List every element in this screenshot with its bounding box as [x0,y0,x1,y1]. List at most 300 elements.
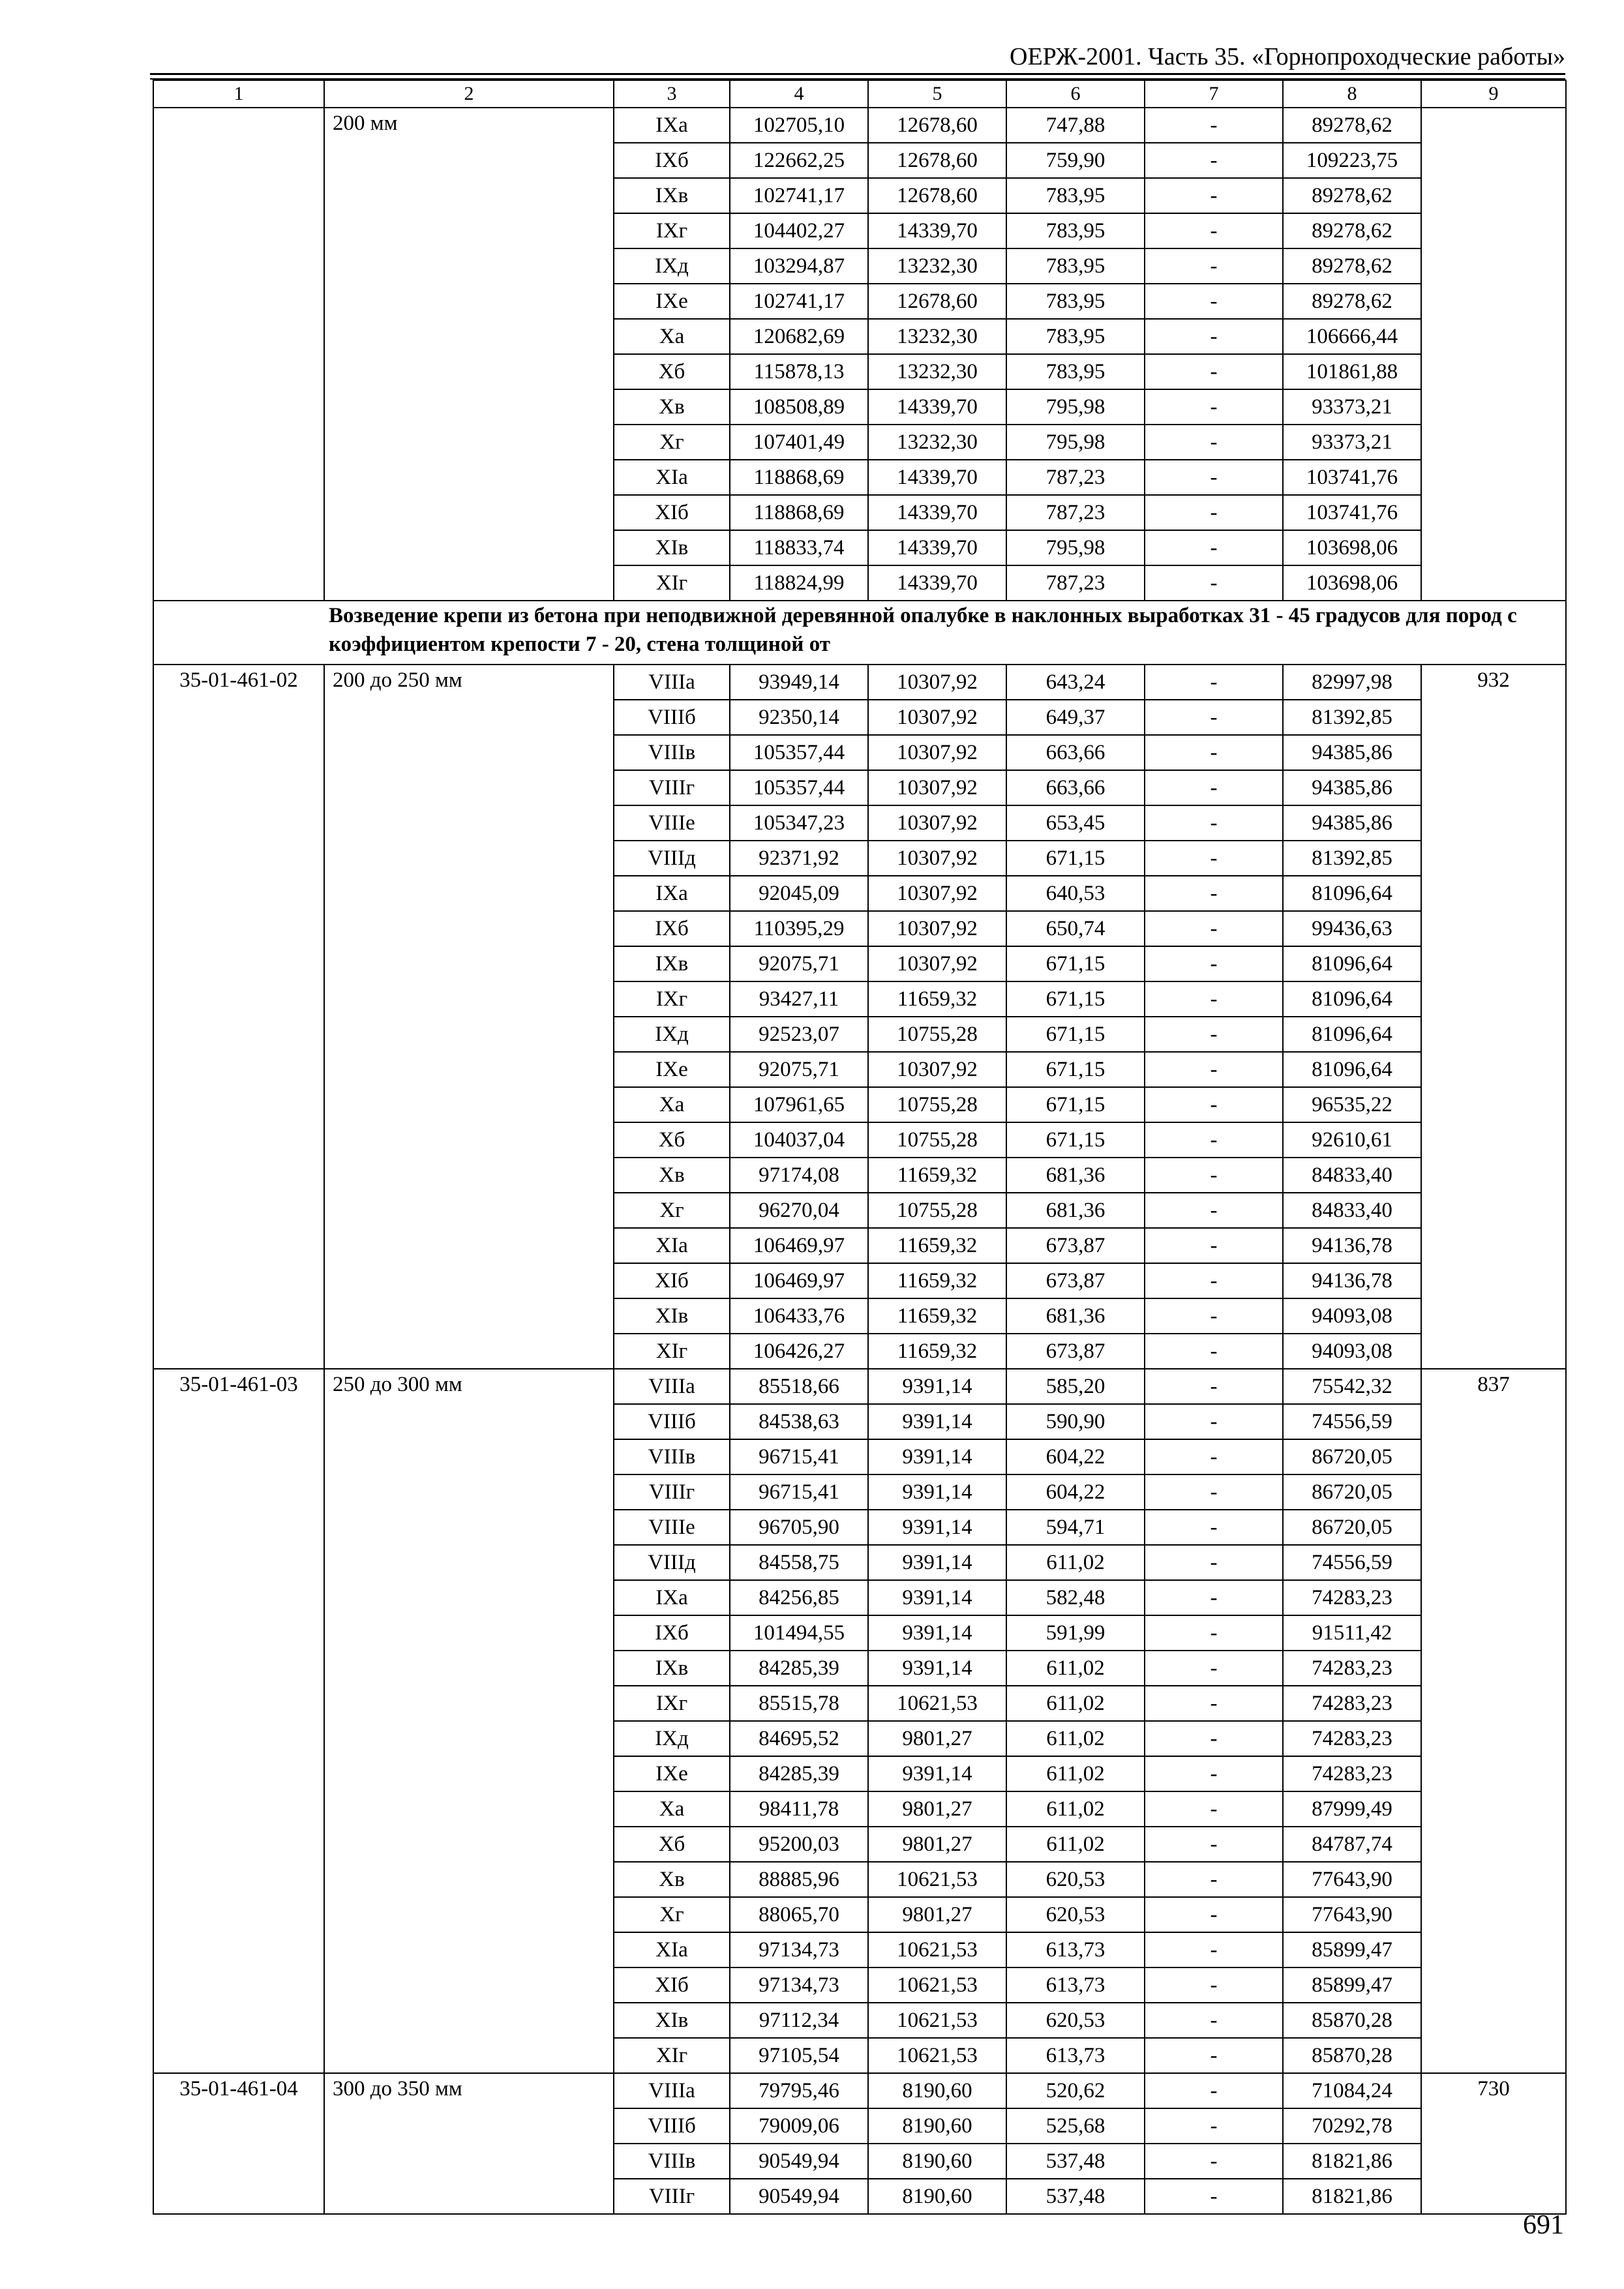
wages-cell: 12678,60 [868,143,1006,178]
table-row [153,2073,1566,2108]
wages-cell: 8190,60 [868,2144,1006,2179]
wages-cell: 9391,14 [868,1615,1006,1651]
wages-cell: 9391,14 [868,1756,1006,1791]
materials-cost-cell: 81096,64 [1283,981,1421,1017]
wages-cell: 14339,70 [868,389,1006,425]
labor-norm-cell: 730 [1421,2073,1566,2214]
machine-cost-cell: 663,66 [1006,735,1145,770]
materials-cost-cell: 103741,76 [1283,495,1421,530]
direct-cost-cell: 107961,65 [730,1087,868,1122]
wages-cell: 10621,53 [868,1686,1006,1721]
direct-cost-cell: 84538,63 [730,1404,868,1439]
machinist-wages-cell: - [1145,1756,1283,1791]
machine-cost-cell: 783,95 [1006,354,1145,389]
rock-category-cell: IXг [614,1686,730,1721]
machinist-wages-cell: - [1145,1721,1283,1756]
wages-cell: 10307,92 [868,876,1006,911]
wages-cell: 11659,32 [868,1298,1006,1334]
machine-cost-cell: 611,02 [1006,1721,1145,1756]
materials-cost-cell: 89278,62 [1283,213,1421,248]
machine-cost-cell: 681,36 [1006,1158,1145,1193]
wages-cell: 11659,32 [868,1228,1006,1263]
direct-cost-cell: 115878,13 [730,354,868,389]
rock-category-cell: VIIIе [614,1510,730,1545]
materials-cost-cell: 81821,86 [1283,2179,1421,2214]
wall-thickness-cell: 300 до 350 мм [324,2073,614,2214]
wages-cell: 8190,60 [868,2108,1006,2144]
materials-cost-cell: 91511,42 [1283,1615,1421,1651]
machinist-wages-cell: - [1145,1510,1283,1545]
machine-cost-cell: 787,23 [1006,495,1145,530]
direct-cost-cell: 102741,17 [730,178,868,213]
machine-cost-cell: 649,37 [1006,700,1145,735]
direct-cost-cell: 85518,66 [730,1369,868,1404]
price-table [153,80,1567,2215]
direct-cost-cell: 97105,54 [730,2038,868,2073]
machine-cost-cell: 783,95 [1006,284,1145,319]
table-row [153,665,1566,700]
machinist-wages-cell: - [1145,425,1283,460]
direct-cost-cell: 107401,49 [730,425,868,460]
machinist-wages-cell: - [1145,2003,1283,2038]
materials-cost-cell: 70292,78 [1283,2108,1421,2144]
wages-cell: 10621,53 [868,1967,1006,2003]
direct-cost-cell: 102705,10 [730,108,868,143]
table-body [153,80,1566,2214]
machinist-wages-cell: - [1145,665,1283,700]
direct-cost-cell: 92350,14 [730,700,868,735]
machinist-wages-cell: - [1145,1827,1283,1862]
wages-cell: 12678,60 [868,178,1006,213]
rock-category-cell: IXв [614,178,730,213]
wall-thickness-cell: 200 мм [324,108,614,601]
wages-cell: 9391,14 [868,1580,1006,1615]
machinist-wages-cell: - [1145,1228,1283,1263]
rock-category-cell: IXг [614,981,730,1017]
rock-category-cell: Xв [614,1158,730,1193]
rock-category-cell: VIIIa [614,2073,730,2108]
column-number: 1 [153,80,324,108]
machine-cost-cell: 759,90 [1006,143,1145,178]
wages-cell: 10307,92 [868,700,1006,735]
materials-cost-cell: 89278,62 [1283,284,1421,319]
machinist-wages-cell: - [1145,1580,1283,1615]
materials-cost-cell: 94385,86 [1283,805,1421,841]
wages-cell: 11659,32 [868,981,1006,1017]
machine-cost-cell: 640,53 [1006,876,1145,911]
rock-category-cell: IXд [614,1721,730,1756]
rock-category-cell: XIг [614,2038,730,2073]
direct-cost-cell: 108508,89 [730,389,868,425]
rock-category-cell: IXг [614,213,730,248]
machinist-wages-cell: - [1145,143,1283,178]
machinist-wages-cell: - [1145,284,1283,319]
machine-cost-cell: 613,73 [1006,1967,1145,2003]
direct-cost-cell: 101494,55 [730,1615,868,1651]
materials-cost-cell: 101861,88 [1283,354,1421,389]
rock-category-cell: XIб [614,1263,730,1298]
materials-cost-cell: 86720,05 [1283,1439,1421,1474]
wages-cell: 11659,32 [868,1263,1006,1298]
direct-cost-cell: 84558,75 [730,1545,868,1580]
table-row [153,108,1566,143]
wages-cell: 10621,53 [868,2003,1006,2038]
wages-cell: 11659,32 [868,1334,1006,1369]
machine-cost-cell: 611,02 [1006,1756,1145,1791]
rock-category-cell: VIIIб [614,1404,730,1439]
materials-cost-cell: 106666,44 [1283,319,1421,354]
direct-cost-cell: 97112,34 [730,2003,868,2038]
rock-category-cell: IXе [614,284,730,319]
machine-cost-cell: 611,02 [1006,1791,1145,1827]
machine-cost-cell: 795,98 [1006,389,1145,425]
machinist-wages-cell: - [1145,1404,1283,1439]
wages-cell: 13232,30 [868,354,1006,389]
rock-category-cell: Xв [614,389,730,425]
rock-category-cell: Xa [614,319,730,354]
direct-cost-cell: 79009,06 [730,2108,868,2144]
wages-cell: 9391,14 [868,1439,1006,1474]
materials-cost-cell: 74283,23 [1283,1756,1421,1791]
wages-cell: 9391,14 [868,1369,1006,1404]
materials-cost-cell: 81096,64 [1283,876,1421,911]
rock-category-cell: VIIIе [614,805,730,841]
machinist-wages-cell: - [1145,1193,1283,1228]
direct-cost-cell: 118833,74 [730,530,868,565]
rock-category-cell: VIIIб [614,700,730,735]
column-number: 9 [1421,80,1566,108]
machinist-wages-cell: - [1145,1052,1283,1087]
direct-cost-cell: 93949,14 [730,665,868,700]
wages-cell: 9391,14 [868,1474,1006,1510]
machinist-wages-cell: - [1145,1862,1283,1897]
materials-cost-cell: 103698,06 [1283,565,1421,601]
machinist-wages-cell: - [1145,1686,1283,1721]
wages-cell: 14339,70 [868,460,1006,495]
machine-cost-cell: 783,95 [1006,178,1145,213]
materials-cost-cell: 71084,24 [1283,2073,1421,2108]
materials-cost-cell: 85899,47 [1283,1932,1421,1967]
materials-cost-cell: 94136,78 [1283,1263,1421,1298]
rock-category-cell: XIб [614,495,730,530]
rock-category-cell: VIIIд [614,841,730,876]
rock-category-cell: VIIIг [614,2179,730,2214]
machinist-wages-cell: - [1145,1791,1283,1827]
rock-category-cell: Xб [614,1827,730,1862]
materials-cost-cell: 99436,63 [1283,911,1421,946]
materials-cost-cell: 94385,86 [1283,770,1421,805]
rock-category-cell: IXб [614,1615,730,1651]
rock-category-cell: VIIIв [614,1439,730,1474]
machine-cost-cell: 525,68 [1006,2108,1145,2144]
direct-cost-cell: 96715,41 [730,1474,868,1510]
wages-cell: 10307,92 [868,911,1006,946]
materials-cost-cell: 84787,74 [1283,1827,1421,1862]
machinist-wages-cell: - [1145,841,1283,876]
rock-category-cell: IXв [614,946,730,981]
materials-cost-cell: 103698,06 [1283,530,1421,565]
machinist-wages-cell: - [1145,1369,1283,1404]
materials-cost-cell: 82997,98 [1283,665,1421,700]
machinist-wages-cell: - [1145,460,1283,495]
direct-cost-cell: 104037,04 [730,1122,868,1158]
direct-cost-cell: 92523,07 [730,1017,868,1052]
machinist-wages-cell: - [1145,1087,1283,1122]
direct-cost-cell: 97174,08 [730,1158,868,1193]
norm-code-cell: 35-01-461-02 [153,665,324,1369]
machinist-wages-cell: - [1145,876,1283,911]
machinist-wages-cell: - [1145,735,1283,770]
rock-category-cell: VIIIa [614,665,730,700]
wages-cell: 11659,32 [868,1158,1006,1193]
direct-cost-cell: 92075,71 [730,1052,868,1087]
rock-category-cell: VIIIд [614,1545,730,1580]
machinist-wages-cell: - [1145,1158,1283,1193]
machinist-wages-cell: - [1145,805,1283,841]
machine-cost-cell: 520,62 [1006,2073,1145,2108]
rock-category-cell: IXе [614,1052,730,1087]
materials-cost-cell: 75542,32 [1283,1369,1421,1404]
wages-cell: 10307,92 [868,665,1006,700]
direct-cost-cell: 92371,92 [730,841,868,876]
machine-cost-cell: 611,02 [1006,1545,1145,1580]
direct-cost-cell: 84285,39 [730,1756,868,1791]
materials-cost-cell: 81392,85 [1283,700,1421,735]
rock-category-cell: VIIIг [614,1474,730,1510]
rock-category-cell: IXa [614,1580,730,1615]
materials-cost-cell: 74283,23 [1283,1651,1421,1686]
machine-cost-cell: 783,95 [1006,248,1145,284]
machinist-wages-cell: - [1145,495,1283,530]
rock-category-cell: IXб [614,911,730,946]
machinist-wages-cell: - [1145,1017,1283,1052]
column-number: 4 [730,80,868,108]
direct-cost-cell: 96270,04 [730,1193,868,1228]
machinist-wages-cell: - [1145,1897,1283,1932]
norm-code-cell: 35-01-461-03 [153,1369,324,2073]
machinist-wages-cell: - [1145,213,1283,248]
wages-cell: 10307,92 [868,805,1006,841]
direct-cost-cell: 88885,96 [730,1862,868,1897]
wages-cell: 9391,14 [868,1651,1006,1686]
materials-cost-cell: 94136,78 [1283,1228,1421,1263]
materials-cost-cell: 74283,23 [1283,1721,1421,1756]
machine-cost-cell: 620,53 [1006,2003,1145,2038]
labor-norm-cell: 837 [1421,1369,1566,2073]
machinist-wages-cell: - [1145,911,1283,946]
rock-category-cell: XIв [614,2003,730,2038]
wall-thickness-cell: 200 до 250 мм [324,665,614,1369]
machine-cost-cell: 681,36 [1006,1193,1145,1228]
direct-cost-cell: 118868,69 [730,460,868,495]
materials-cost-cell: 84833,40 [1283,1193,1421,1228]
machinist-wages-cell: - [1145,319,1283,354]
machine-cost-cell: 537,48 [1006,2144,1145,2179]
wages-cell: 10755,28 [868,1017,1006,1052]
machinist-wages-cell: - [1145,2038,1283,2073]
wages-cell: 14339,70 [868,565,1006,601]
direct-cost-cell: 97134,73 [730,1967,868,2003]
wages-cell: 8190,60 [868,2179,1006,2214]
machinist-wages-cell: - [1145,354,1283,389]
column-number-row [153,80,1566,108]
section-title: Возведение крепи из бетона при неподвижной деревянной опалубке в наклонных выработках 31 - 45 градусов для пород с коэффициентом крепости 7 - 20, стена толщиной от [153,601,1566,665]
machinist-wages-cell: - [1145,946,1283,981]
materials-cost-cell: 89278,62 [1283,248,1421,284]
materials-cost-cell: 81096,64 [1283,946,1421,981]
materials-cost-cell: 77643,90 [1283,1897,1421,1932]
materials-cost-cell: 81392,85 [1283,841,1421,876]
machine-cost-cell: 591,99 [1006,1615,1145,1651]
materials-cost-cell: 86720,05 [1283,1474,1421,1510]
materials-cost-cell: 74283,23 [1283,1686,1421,1721]
machine-cost-cell: 537,48 [1006,2179,1145,2214]
rock-category-cell: IXд [614,248,730,284]
wages-cell: 10755,28 [868,1087,1006,1122]
wages-cell: 14339,70 [868,495,1006,530]
section-title-row [153,601,1566,665]
machine-cost-cell: 585,20 [1006,1369,1145,1404]
machine-cost-cell: 783,95 [1006,319,1145,354]
wages-cell: 9801,27 [868,1721,1006,1756]
rock-category-cell: XIг [614,1334,730,1369]
machinist-wages-cell: - [1145,248,1283,284]
machinist-wages-cell: - [1145,178,1283,213]
rock-category-cell: VIIIб [614,2108,730,2144]
materials-cost-cell: 92610,61 [1283,1122,1421,1158]
machine-cost-cell: 671,15 [1006,981,1145,1017]
machine-cost-cell: 671,15 [1006,1122,1145,1158]
norm-code-cell [153,108,324,601]
wages-cell: 12678,60 [868,284,1006,319]
materials-cost-cell: 93373,21 [1283,389,1421,425]
wages-cell: 9391,14 [868,1545,1006,1580]
rock-category-cell: XIг [614,565,730,601]
materials-cost-cell: 85870,28 [1283,2038,1421,2073]
materials-cost-cell: 81821,86 [1283,2144,1421,2179]
rock-category-cell: VIIIв [614,2144,730,2179]
machine-cost-cell: 673,87 [1006,1334,1145,1369]
wages-cell: 10307,92 [868,1052,1006,1087]
rock-category-cell: XIв [614,1298,730,1334]
labor-norm-cell [1421,108,1566,601]
direct-cost-cell: 118868,69 [730,495,868,530]
direct-cost-cell: 96715,41 [730,1439,868,1474]
rock-category-cell: XIб [614,1967,730,2003]
machine-cost-cell: 611,02 [1006,1651,1145,1686]
machine-cost-cell: 673,87 [1006,1228,1145,1263]
machine-cost-cell: 787,23 [1006,460,1145,495]
wages-cell: 14339,70 [868,213,1006,248]
page-header [150,40,1565,73]
machinist-wages-cell: - [1145,700,1283,735]
wages-cell: 9391,14 [868,1404,1006,1439]
direct-cost-cell: 106469,97 [730,1228,868,1263]
machinist-wages-cell: - [1145,108,1283,143]
wages-cell: 10755,28 [868,1193,1006,1228]
direct-cost-cell: 106433,76 [730,1298,868,1334]
machine-cost-cell: 604,22 [1006,1474,1145,1510]
materials-cost-cell: 103741,76 [1283,460,1421,495]
machinist-wages-cell: - [1145,770,1283,805]
machine-cost-cell: 613,73 [1006,1932,1145,1967]
direct-cost-cell: 98411,78 [730,1791,868,1827]
materials-cost-cell: 85870,28 [1283,2003,1421,2038]
materials-cost-cell: 77643,90 [1283,1862,1421,1897]
machinist-wages-cell: - [1145,1967,1283,2003]
direct-cost-cell: 92075,71 [730,946,868,981]
wages-cell: 10755,28 [868,1122,1006,1158]
direct-cost-cell: 84285,39 [730,1651,868,1686]
rock-category-cell: Xг [614,1897,730,1932]
machine-cost-cell: 643,24 [1006,665,1145,700]
direct-cost-cell: 92045,09 [730,876,868,911]
rock-category-cell: Xб [614,354,730,389]
machinist-wages-cell: - [1145,2108,1283,2144]
rock-category-cell: VIIIa [614,1369,730,1404]
machinist-wages-cell: - [1145,530,1283,565]
direct-cost-cell: 95200,03 [730,1827,868,1862]
materials-cost-cell: 81096,64 [1283,1017,1421,1052]
direct-cost-cell: 105357,44 [730,735,868,770]
direct-cost-cell: 120682,69 [730,319,868,354]
page-number: 691 [1523,2210,1564,2240]
machine-cost-cell: 787,23 [1006,565,1145,601]
machinist-wages-cell: - [1145,1439,1283,1474]
machinist-wages-cell: - [1145,981,1283,1017]
wages-cell: 13232,30 [868,319,1006,354]
machine-cost-cell: 604,22 [1006,1439,1145,1474]
machinist-wages-cell: - [1145,1545,1283,1580]
machine-cost-cell: 611,02 [1006,1686,1145,1721]
machine-cost-cell: 594,71 [1006,1510,1145,1545]
wages-cell: 10621,53 [868,1932,1006,1967]
rock-category-cell: Xг [614,425,730,460]
norm-code-cell: 35-01-461-04 [153,2073,324,2214]
machinist-wages-cell: - [1145,2179,1283,2214]
machinist-wages-cell: - [1145,1334,1283,1369]
column-number: 3 [614,80,730,108]
direct-cost-cell: 84256,85 [730,1580,868,1615]
wages-cell: 10307,92 [868,770,1006,805]
rock-category-cell: Xa [614,1087,730,1122]
rock-category-cell: Xa [614,1791,730,1827]
machine-cost-cell: 613,73 [1006,2038,1145,2073]
column-number: 8 [1283,80,1421,108]
rock-category-cell: IXе [614,1756,730,1791]
column-number: 7 [1145,80,1283,108]
rock-category-cell: IXд [614,1017,730,1052]
machine-cost-cell: 671,15 [1006,946,1145,981]
rock-category-cell: IXв [614,1651,730,1686]
column-number: 5 [868,80,1006,108]
machine-cost-cell: 653,45 [1006,805,1145,841]
materials-cost-cell: 81096,64 [1283,1052,1421,1087]
header-rule [150,73,1565,75]
direct-cost-cell: 105347,23 [730,805,868,841]
machinist-wages-cell: - [1145,565,1283,601]
materials-cost-cell: 94093,08 [1283,1298,1421,1334]
rock-category-cell: Xб [614,1122,730,1158]
column-number: 2 [324,80,614,108]
direct-cost-cell: 90549,94 [730,2179,868,2214]
materials-cost-cell: 96535,22 [1283,1087,1421,1122]
machinist-wages-cell: - [1145,1651,1283,1686]
rock-category-cell: IXб [614,143,730,178]
rock-category-cell: Xв [614,1862,730,1897]
machine-cost-cell: 582,48 [1006,1580,1145,1615]
wages-cell: 12678,60 [868,108,1006,143]
